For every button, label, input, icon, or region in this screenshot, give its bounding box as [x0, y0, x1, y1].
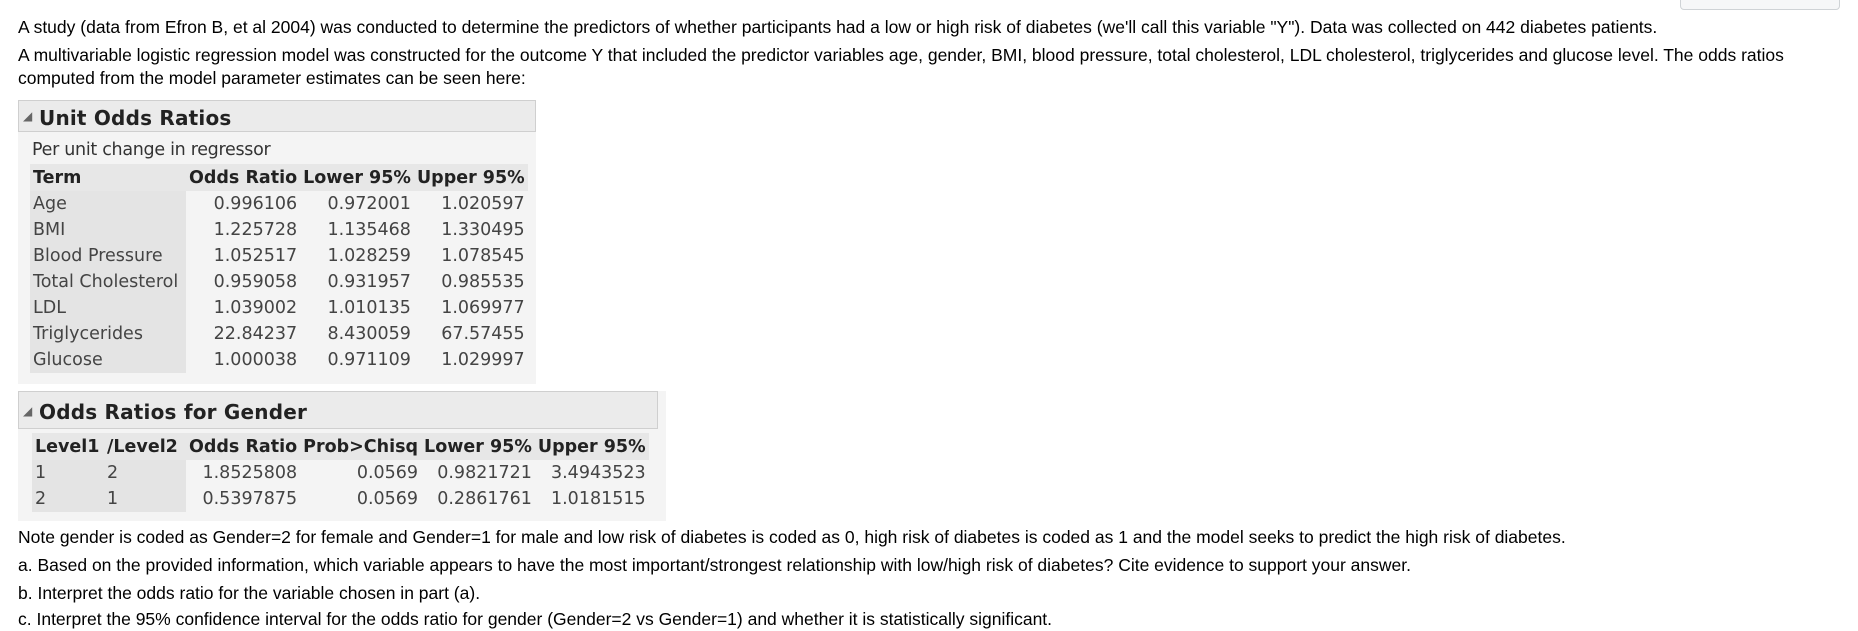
upper-95-cell: 67.57455: [441, 324, 525, 344]
odds-ratio-cell: 0.959058: [213, 272, 298, 292]
upper-95-cell: 3.4943523: [550, 463, 646, 483]
term-cell: Triglycerides: [30, 321, 186, 347]
col-lower-95: Lower 95%: [421, 433, 535, 460]
unit-odds-ratios-subtitle: Per unit change in regressor: [32, 140, 271, 160]
table-row: [30, 191, 528, 217]
unit-odds-ratios-panel: [18, 100, 536, 384]
table-row: [30, 347, 528, 373]
lower-95-cell: 0.971109: [327, 350, 411, 370]
unit-odds-ratios-header[interactable]: [18, 100, 536, 132]
intro-paragraph: A study (data from Efron B, et al 2004) was conducted to determine the predictors of whether participants had a low or high risk of diabetes (we'll call this variable "Y"). Data was collected on 442 diabetes patients.: [18, 17, 1658, 37]
upper-95-cell: 1.330495: [441, 220, 525, 240]
odds-ratio-cell: 1.000038: [213, 350, 298, 370]
table-row: [30, 321, 528, 347]
lower-95-cell: 0.931957: [327, 272, 411, 292]
col-level1: Level1: [32, 433, 104, 460]
col-odds-ratio: Odds Ratio: [186, 164, 300, 191]
disclosure-triangle-icon[interactable]: ◢: [23, 109, 33, 123]
odds-ratio-cell: 0.996106: [213, 194, 298, 214]
table-row: [32, 486, 649, 512]
table-row: [32, 460, 649, 486]
upper-95-cell: 1.020597: [441, 194, 525, 214]
term-cell: BMI: [30, 217, 186, 243]
level2-cell: 1: [104, 486, 186, 512]
level2-cell: 2: [104, 460, 186, 486]
term-cell: LDL: [30, 295, 186, 321]
gender-coding-note: Note gender is coded as Gender=2 for female and Gender=1 for male and low risk of diabetes is coded as 0, high risk of diabetes is coded as 1 and the model seeks to predict the high risk of diabetes.: [18, 527, 1566, 547]
upper-95-cell: 1.029997: [441, 350, 525, 370]
disclosure-triangle-icon[interactable]: ◢: [23, 404, 33, 418]
table-row: [30, 243, 528, 269]
col-upper-95: Upper 95%: [535, 433, 649, 460]
term-cell: Blood Pressure: [30, 243, 186, 269]
table-header-row: [32, 433, 649, 460]
model-description-line-2: computed from the model parameter estimates can be seen here:: [18, 68, 526, 88]
top-right-button[interactable]: [1680, 0, 1840, 10]
table-row: [30, 295, 528, 321]
upper-95-cell: 1.078545: [441, 246, 525, 266]
level1-cell: 1: [32, 460, 104, 486]
odds-ratio-cell: 1.225728: [213, 220, 298, 240]
level1-cell: 2: [32, 486, 104, 512]
gender-odds-ratios-header[interactable]: [18, 391, 658, 429]
col-level2: /Level2: [104, 433, 186, 460]
unit-odds-ratios-title: Unit Odds Ratios: [39, 106, 232, 130]
model-description-line-1: A multivariable logistic regression model was constructed for the outcome Y that included the predictor variables age, gender, BMI, blood pressure, total cholesterol, LDL cholesterol, triglycerides and glucose level. The odds ratios: [18, 45, 1784, 65]
question-b: b. Interpret the odds ratio for the variable chosen in part (a).: [18, 583, 481, 603]
col-upper-95: Upper 95%: [414, 164, 528, 191]
upper-95-cell: 1.069977: [441, 298, 525, 318]
col-lower-95: Lower 95%: [300, 164, 414, 191]
gender-odds-ratios-table: [32, 433, 649, 512]
question-c: c. Interpret the 95% confidence interval for the odds ratio for gender (Gender=2 vs Gender=1) and whether it is statistically significant.: [18, 609, 1053, 629]
gender-odds-ratios-title: Odds Ratios for Gender: [39, 400, 308, 424]
lower-95-cell: 1.135468: [327, 220, 411, 240]
odds-ratio-cell: 1.052517: [213, 246, 298, 266]
table-row: [30, 269, 528, 295]
unit-odds-ratios-table: [30, 164, 528, 373]
lower-95-cell: 1.028259: [327, 246, 411, 266]
odds-ratio-cell: 1.039002: [213, 298, 298, 318]
lower-95-cell: 0.9821721: [437, 463, 532, 483]
col-odds-ratio: Odds Ratio: [186, 433, 300, 460]
odds-ratio-cell: 22.84237: [213, 324, 298, 344]
lower-95-cell: 1.010135: [327, 298, 411, 318]
col-term: Term: [30, 164, 186, 191]
term-cell: Glucose: [30, 347, 186, 373]
col-prob-chisq: Prob>Chisq: [300, 433, 421, 460]
lower-95-cell: 0.2861761: [437, 489, 532, 509]
prob-chisq-cell: 0.0569: [356, 489, 419, 509]
upper-95-cell: 1.0181515: [550, 489, 646, 509]
table-header-row: [30, 164, 528, 191]
term-cell: Age: [30, 191, 186, 217]
lower-95-cell: 8.430059: [327, 324, 411, 344]
prob-chisq-cell: 0.0569: [356, 463, 419, 483]
upper-95-cell: 0.985535: [441, 272, 525, 292]
gender-odds-ratios-panel: [18, 391, 666, 521]
table-row: [30, 217, 528, 243]
question-a: a. Based on the provided information, which variable appears to have the most important/strongest relationship with low/high risk of diabetes? Cite evidence to support your answer.: [18, 555, 1411, 575]
odds-ratio-cell: 0.5397875: [202, 489, 298, 509]
lower-95-cell: 0.972001: [327, 194, 411, 214]
term-cell: Total Cholesterol: [30, 269, 186, 295]
odds-ratio-cell: 1.8525808: [202, 463, 298, 483]
